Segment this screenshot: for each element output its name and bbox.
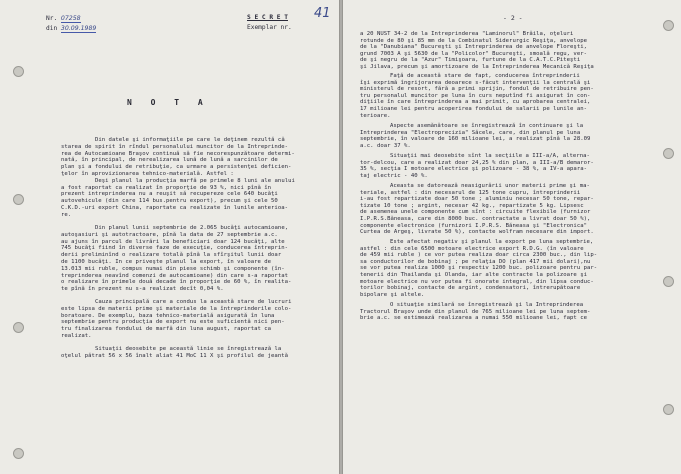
body-line: de la "Danubiana" Bucureşti şi Intreprinderea de anvelope Floreşti, — [360, 44, 587, 51]
punch-hole — [663, 148, 674, 159]
punch-hole — [663, 404, 674, 415]
body-line: tru personalul muncitor pe luna în curs neputînd fi asigurat în con- — [360, 92, 591, 99]
body-line: prezent intreprinderea nu a reuşit să recupereze cele 640 bucăţi — [61, 191, 278, 198]
body-line: Din planul lunii septembrie de 2.065 bucăţi autocamioane, — [95, 225, 289, 231]
body-line: şi Jilava, precum şi amortizoare de la Intreprinderea Mecanică Reşiţa — [360, 64, 594, 70]
body-line: de 1100 bucăţi. In ce priveşte planul la export, în valoare de — [61, 259, 272, 265]
body-line: diţiile în care întreprinderea a mai primit, cu aprobarea centralei, — [360, 99, 591, 106]
body-line: starea de spirit în rîndul personalului muncitor de la Intreprinde- — [61, 143, 288, 150]
body-line: componente electronice (furnizori I.P.R.S. Băneasa şi "Electronica" — [360, 222, 587, 229]
body-line: ministerul de resort, fără a primi sprijin, fondul de retribuire pen- — [360, 86, 594, 93]
body-line: îşi exprimă îngrijorarea deoarece s-făcut intervenţii la centrală şi — [360, 79, 591, 86]
body-line: se vor putea realiza 1000 şi respectiv 1200 buc. polizoare pentru par- — [360, 265, 598, 272]
body-line: Curtea de Argeş, livrate 50 %), contacte wolfram necesare din import. — [360, 229, 594, 236]
body-line: Deşi planul la producţia marfă pe primele 8 luni ale anului — [95, 177, 295, 184]
body-line: Intreprinderea "Electroprecizia" Săcele, care, din planul pe luna — [360, 129, 581, 136]
body-line: torilor bobinaj, contacte de argint, condensatori, întrerupătoare — [360, 285, 581, 292]
document-number-row — [46, 15, 81, 22]
body-line: tor-delcou, care a realizat doar 24,25 % din plan, a III-a/B demaror- — [360, 159, 594, 166]
body-line: Din datele şi informaţiile pe care le deţinem rezultă că — [95, 137, 285, 143]
body-line: sa conductorilor de bobinaj ; pe relaţia DO (plan 417 mii dolari),nu — [360, 258, 591, 265]
body-line: teriale, astfel : din necesarul de 125 tone cupru, întreprinderii — [360, 189, 581, 196]
punch-hole — [13, 448, 24, 459]
punch-hole — [663, 276, 674, 287]
body-line: astfel : din cele 6500 motoare electrice export R.D.G. (în valoare — [360, 245, 584, 252]
body-line: Cauza principală care a condus la această stare de lucruri — [95, 299, 292, 305]
body-line: I.P.R.S.Băneasa, care din 8000 buc. contractate a livrat doar 50 %), — [360, 216, 591, 222]
body-line: septembrie, în valoare de 160 milioane lei, a realizat pînă la 28.09 — [360, 136, 591, 143]
body-line: bipolare şi altele. — [360, 291, 425, 298]
body-line: O situaţie similară se înregistrează şi la Intreprinderea — [390, 302, 584, 308]
body-line: rea de Autocamioane Braşov continuă să fie necorespunzătoare determi- — [61, 150, 295, 157]
body-line: rotunde de 80 şi 85 mm de la Combinatul Siderurgic Reşiţa, anvelope — [360, 37, 587, 44]
body-line: Situaţii mai deosebite sînt la secţiile a III-a/A, alterna- — [390, 153, 590, 159]
body-line: autovehicule (din care 114 bus.pentru export), precum şi cele 50 — [61, 198, 278, 205]
handwritten-folio-number: 41 — [314, 6, 331, 21]
body-line: plan şi a fondului de retribuţie, ca urmare a persistenţei deficien- — [61, 164, 292, 171]
body-line: oţelul pătrat 56 x 56 înalt aliat 41 MoC 11 X şi profilul de jeantă — [61, 352, 288, 359]
body-line: taj electric - 40 %. — [360, 172, 428, 179]
document-page-left — [0, 0, 339, 474]
page-number: - 2 - — [503, 14, 523, 22]
body-line: boratoare. De exemplu, baza tehnico-materială asigurată în luna — [61, 312, 275, 319]
body-line: tenerii din Thailanda şi Olanda, iar alte contracte la polizoare şi — [360, 272, 587, 278]
document-date-label: din — [46, 25, 58, 32]
body-line: Aspecte asemănătoare se înregistrează în continuare şi la — [390, 123, 584, 129]
body-line: treprinderea neavînd comenzi de autocamioane) din care s-a raportat — [61, 272, 288, 279]
body-line: nată, în principal, de nerealizarea lună de lună a sarcinilor de — [61, 157, 278, 164]
body-line: derii preliminînd o realizare totală pînă la sfîrşitul lunii doar — [61, 252, 282, 259]
body-line: 17 milioane lei pentru acoperirea fondului de salarii pe lunile an- — [360, 106, 587, 112]
body-line: a 20 NUST 34-2 de la Intreprinderea "Laminorul" Brăila, oţeluri — [360, 31, 574, 37]
document-date-row — [46, 25, 96, 32]
body-line: Situaţii deosebite pe această linie se înregistrează la — [95, 346, 282, 352]
body-line: de 459 mii ruble ) ce vor putea realiza doar circa 2300 buc., din lip- — [360, 252, 598, 259]
body-line: tizate 10 tone ; argint, necesar 42 kg., repartizate 5 kg. Lipsesc — [360, 202, 584, 209]
body-line: brie a.c. se estimează realizarea a numai 550 milioane lei, fapt ce — [360, 315, 587, 322]
document-title: N O T A — [127, 98, 210, 107]
document-number-value: 07258 — [60, 15, 81, 22]
body-line: ţelor în aprovizionarea tehnico-materială. Astfel : — [61, 171, 234, 177]
body-line: motoare electrice nu vor putea fi onorate integral, din lipsa conduc- — [360, 278, 594, 285]
body-line: 13.013 mii ruble, compus numai din piese schimb şi componente (în- — [61, 265, 285, 272]
body-line: C.K.D.-uri export China, raportate ca realizate în lunile anterioa- — [61, 205, 288, 211]
exemplar-label: Exemplar nr. — [247, 24, 292, 31]
body-line: este lipsa de materii prime şi materiale de la întreprinderile colo- — [61, 305, 292, 312]
document-number-label: Nr. — [46, 15, 58, 22]
body-line: 745 bucăţi fiind în diverse faze de execuţie, conducerea întreprin- — [61, 245, 288, 252]
body-line: tru finalizarea fondului de marfă din luna august, raportat ca — [61, 326, 272, 333]
body-line: Aceasta se datorează neasigurării unor materii prime şi ma- — [390, 183, 590, 189]
body-line: terioare. — [360, 112, 391, 119]
body-line: te pînă în prezent nu s-a realizat decît 0,04 %. — [61, 286, 224, 293]
punch-hole — [13, 66, 24, 77]
punch-hole — [663, 20, 674, 31]
body-line: septembrie pentru producţia de export nu este suficientă nici pen- — [61, 319, 285, 326]
body-line: grund 7003 A şi 5630 de la "Policolor" Bucureşti, smoală regu, ver- — [360, 50, 587, 57]
body-line: Tractorul Braşov unde din planul de 765 milioane lei pe luna septem- — [360, 308, 591, 315]
body-line: a fost raportat ca realizat în proporţie de 93 %, nici pînă în — [61, 184, 272, 191]
body-line: Este afectat negativ şi planul la export pe luna septembrie, — [390, 239, 594, 245]
body-line: de asemenea unele componente cum sînt : circuite flexibile (furnizor — [360, 209, 591, 216]
body-line: autoşasiuri şi autotractoare, pînă la data de 27 septembrie a.c. — [61, 231, 278, 238]
document-date-value: 30.09.1989 — [60, 25, 97, 32]
body-line: i-au fost repartizate doar 50 tone ; aluminiu necesar 50 tone, repar- — [360, 196, 594, 203]
body-line: de şi negru de la "Azur" Timişoara, furtune de la C.A.T.C.Piteşti — [360, 57, 581, 64]
document-page-right — [343, 0, 681, 474]
body-line: re. — [61, 211, 72, 218]
body-line: o realizare în primele două decade în proporţie de 60 %, în realita- — [61, 279, 292, 286]
body-line: realizat. — [61, 333, 92, 339]
classification-secret: S E C R E T — [247, 14, 288, 21]
punch-hole — [13, 322, 24, 333]
body-line: a.c. doar 37 %. — [360, 142, 411, 149]
body-line: Faţă de această stare de fapt, conducerea întreprinderii — [390, 73, 580, 79]
punch-hole — [13, 194, 24, 205]
body-line: au ajuns în parcul de livrări la beneficiari doar 124 bucăţi, alte — [61, 238, 285, 245]
exemplar-row — [247, 24, 295, 31]
body-line: 35 %, secţia I motoare electrice şi polizoare - 38 %, a IV-a apara- — [360, 166, 587, 173]
